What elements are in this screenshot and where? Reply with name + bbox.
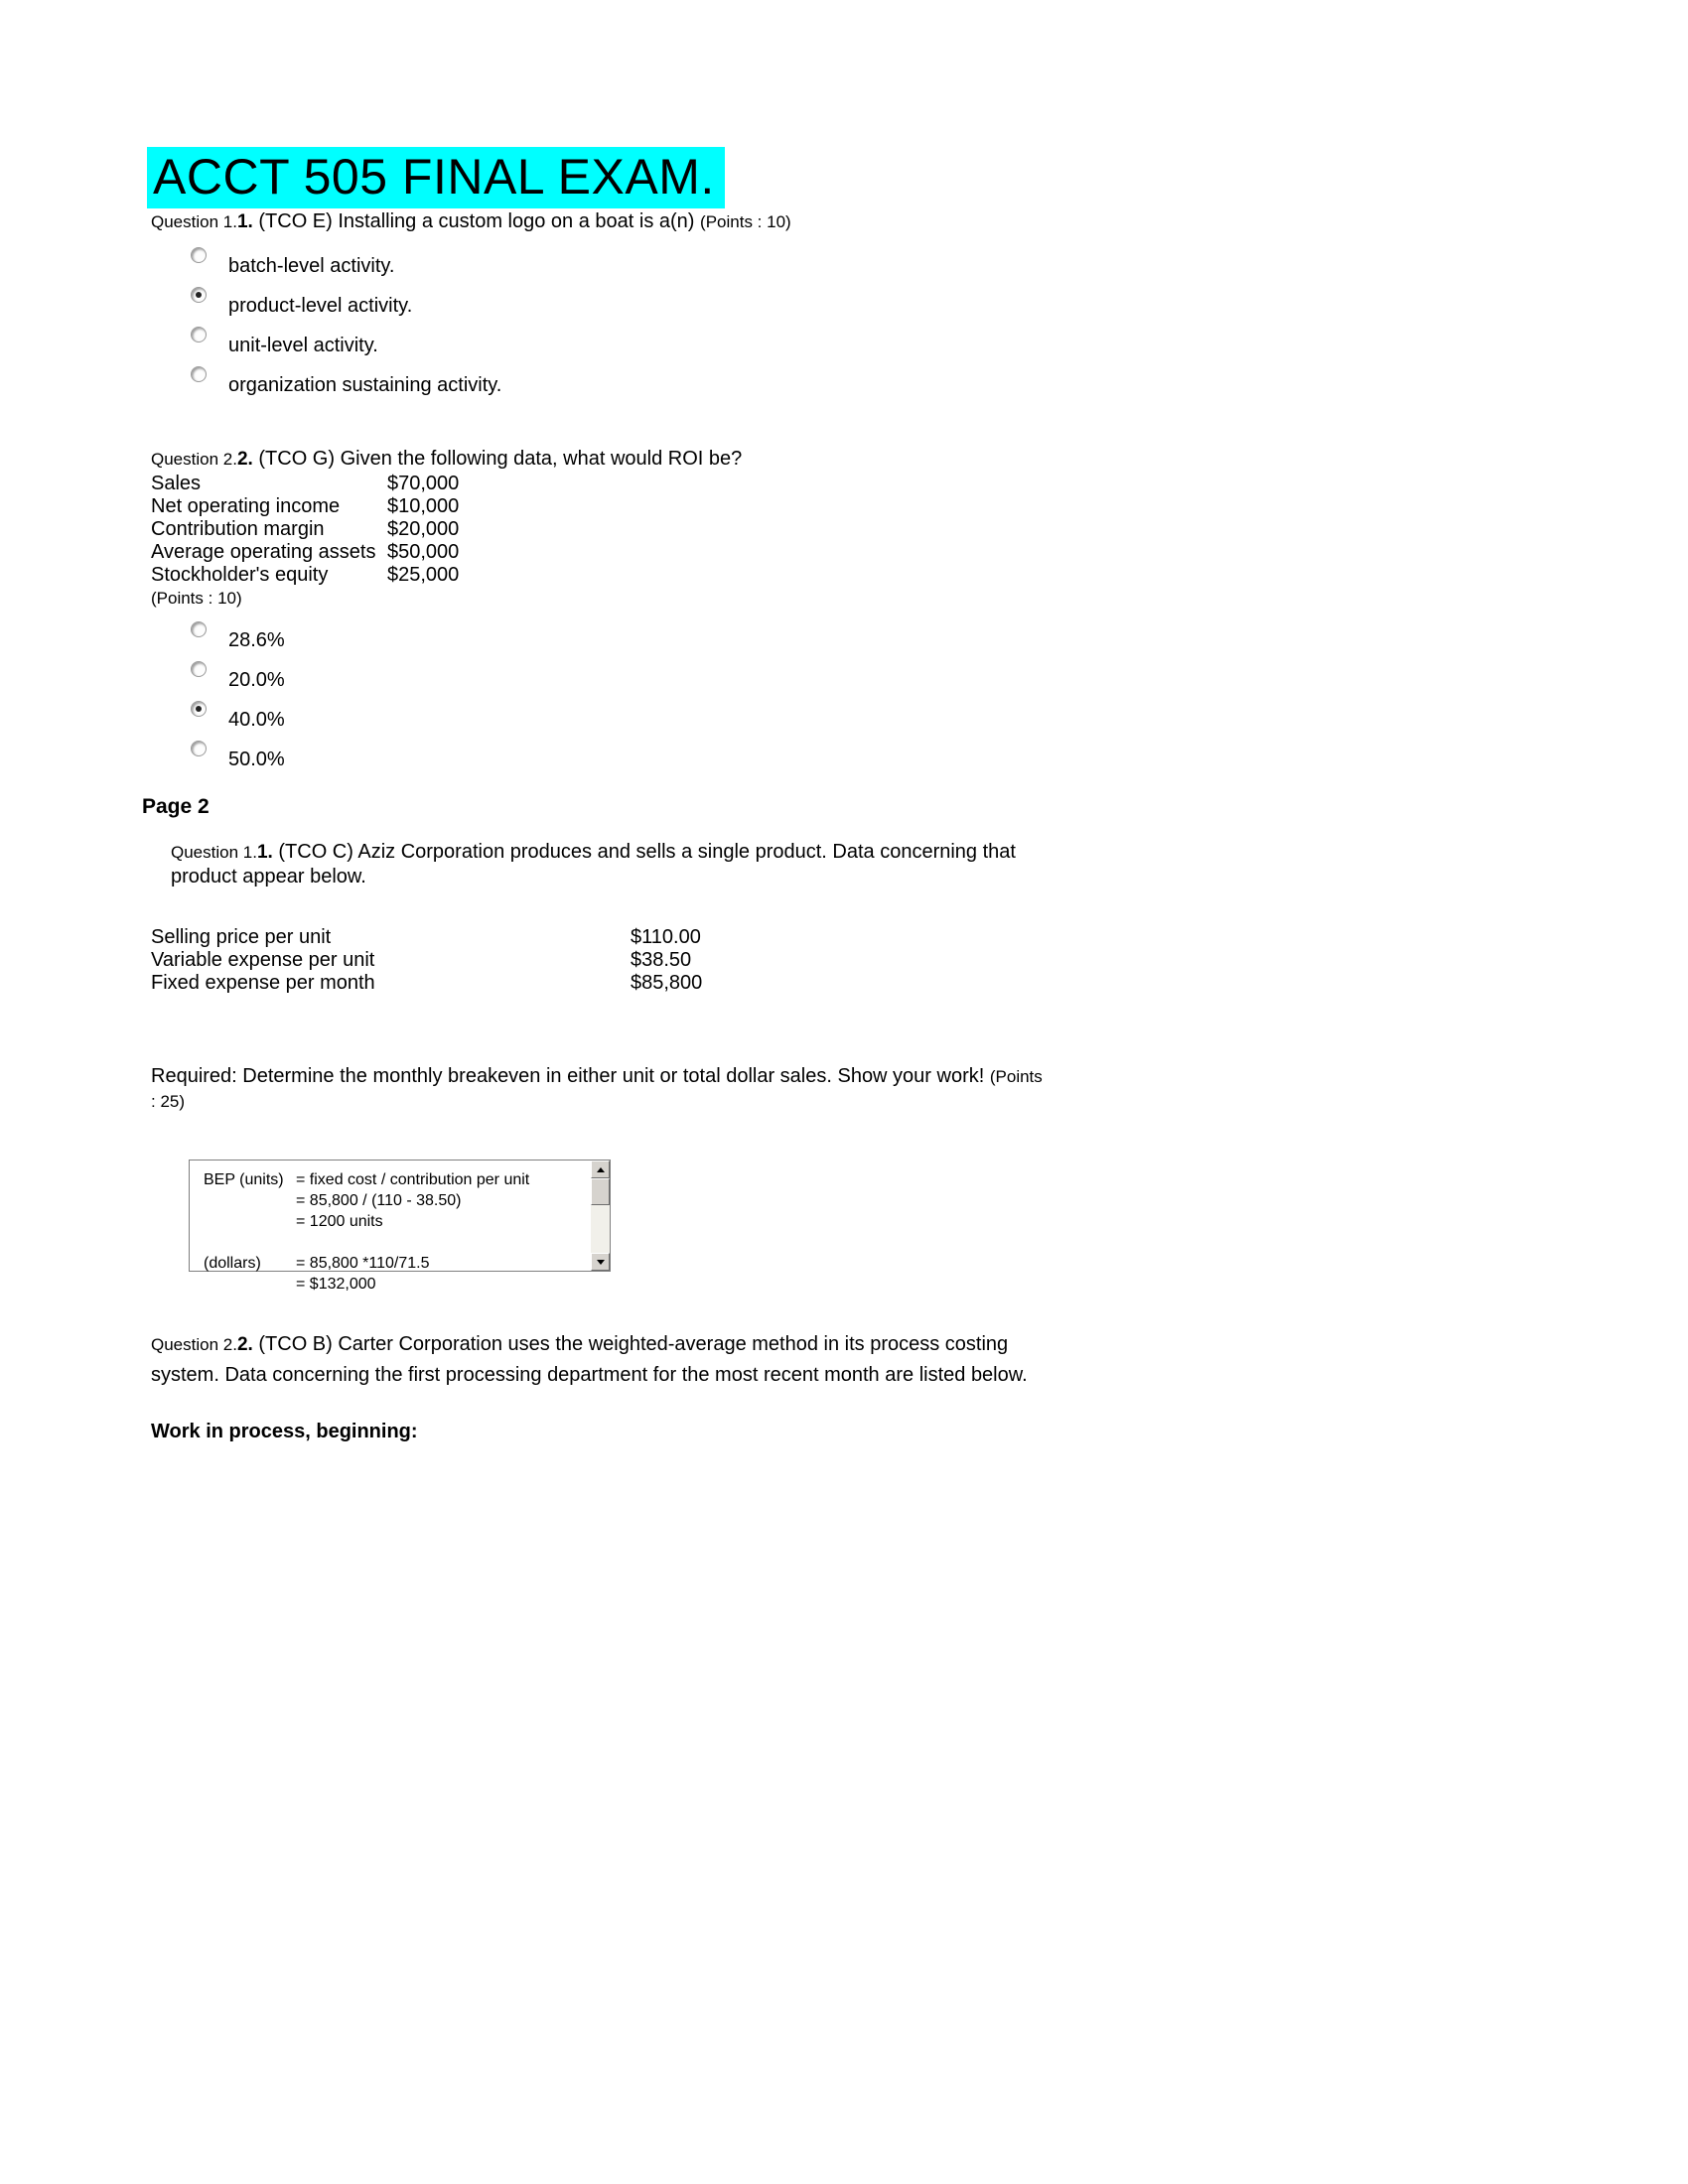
question-label: Question 1. bbox=[171, 843, 257, 862]
page-title: ACCT 505 FINAL EXAM. bbox=[147, 147, 725, 208]
row-value: $10,000 bbox=[387, 495, 460, 517]
points-label: (Points : 10) bbox=[151, 589, 242, 608]
answer-line-label: BEP (units) bbox=[204, 1171, 284, 1188]
radio-q2-option-3[interactable] bbox=[191, 701, 207, 717]
question-number: 2. bbox=[236, 1334, 253, 1355]
row-value: $20,000 bbox=[387, 518, 460, 540]
table-row bbox=[151, 473, 1549, 495]
question-label: Question 2. bbox=[151, 1335, 237, 1354]
points-label: (Points : 10) bbox=[700, 212, 791, 231]
question-text: (TCO B) Carter Corporation uses the weighted-average method in its process costing system. Data concerning the first processing department for the most recent month are listed below. bbox=[151, 1333, 1028, 1386]
row-value: $70,000 bbox=[387, 473, 460, 494]
page-2-label: Page 2 bbox=[142, 795, 210, 818]
option-label: 28.6% bbox=[228, 629, 285, 651]
option-label: 20.0% bbox=[228, 669, 285, 691]
scrollbar-down-button[interactable] bbox=[591, 1253, 610, 1271]
row-label: Contribution margin bbox=[151, 518, 325, 540]
option-row bbox=[191, 701, 1549, 741]
radio-q2-option-2[interactable] bbox=[191, 661, 207, 677]
row-value: $25,000 bbox=[387, 564, 460, 586]
option-row bbox=[191, 661, 1549, 701]
answer-line-text: = fixed cost / contribution per unit bbox=[296, 1171, 530, 1188]
answer-line bbox=[204, 1190, 584, 1211]
radio-q1-option-4[interactable] bbox=[191, 366, 207, 382]
roi-data-table bbox=[151, 473, 1549, 610]
radio-q1-option-2[interactable] bbox=[191, 287, 207, 303]
row-label: Net operating income bbox=[151, 495, 341, 517]
answer-line-label: (dollars) bbox=[204, 1255, 261, 1272]
row-label: Average operating assets bbox=[151, 541, 376, 563]
question-text: (TCO E) Installing a custom logo on a boat is a(n) bbox=[258, 210, 695, 232]
question-1-heading bbox=[151, 208, 1549, 235]
answer-textarea[interactable] bbox=[189, 1160, 611, 1293]
row-value: $85,800 bbox=[631, 972, 703, 994]
table-row bbox=[151, 541, 1549, 564]
question-1-options bbox=[191, 247, 1549, 406]
question-number: 1. bbox=[256, 842, 273, 863]
answer-line bbox=[204, 1274, 584, 1295]
option-label: batch-level activity. bbox=[228, 255, 395, 277]
table-row bbox=[151, 564, 1549, 587]
option-label: 40.0% bbox=[228, 709, 285, 731]
arrow-up-icon bbox=[597, 1167, 605, 1172]
row-label: Variable expense per unit bbox=[151, 949, 375, 971]
row-label: Stockholder's equity bbox=[151, 564, 329, 586]
answer-line bbox=[204, 1253, 584, 1274]
question-label: Question 1. bbox=[151, 212, 237, 231]
answer-text bbox=[190, 1160, 610, 1295]
table-row bbox=[151, 926, 1549, 949]
option-label: organization sustaining activity. bbox=[228, 374, 502, 396]
option-row bbox=[191, 741, 1549, 780]
product-data-table bbox=[151, 926, 1549, 995]
scrollbar-thumb[interactable] bbox=[591, 1178, 610, 1205]
answer-line-text: = $132,000 bbox=[296, 1276, 376, 1293]
answer-line bbox=[204, 1232, 584, 1253]
question-2-heading bbox=[151, 446, 1549, 473]
scrollbar-track[interactable] bbox=[591, 1160, 610, 1271]
answer-line-text: = 1200 units bbox=[296, 1213, 383, 1230]
answer-line-text: = 85,800 / (110 - 38.50) bbox=[296, 1192, 462, 1209]
work-in-process-heading: Work in process, beginning: bbox=[151, 1421, 418, 1442]
option-label: 50.0% bbox=[228, 749, 285, 770]
option-row bbox=[191, 621, 1549, 661]
row-label: Selling price per unit bbox=[151, 926, 332, 948]
option-row bbox=[191, 327, 1549, 366]
option-row bbox=[191, 287, 1549, 327]
radio-q1-option-3[interactable] bbox=[191, 327, 207, 342]
required-text: Required: Determine the monthly breakeven in either unit or total dollar sales. Show your work! bbox=[151, 1065, 985, 1087]
row-value: $110.00 bbox=[631, 926, 701, 948]
row-label: Sales bbox=[151, 473, 202, 494]
row-value: $50,000 bbox=[387, 541, 460, 563]
answer-line-text: = 85,800 *110/71.5 bbox=[296, 1255, 430, 1272]
question-text: (TCO G) Given the following data, what would ROI be? bbox=[258, 448, 743, 470]
table-row bbox=[151, 949, 1549, 972]
radio-q1-option-1[interactable] bbox=[191, 247, 207, 263]
table-row bbox=[151, 518, 1549, 541]
option-label: unit-level activity. bbox=[228, 335, 378, 356]
arrow-down-icon bbox=[597, 1260, 605, 1265]
required-instructions bbox=[151, 1064, 1045, 1114]
row-label: Fixed expense per month bbox=[151, 972, 375, 994]
question-number: 1. bbox=[236, 211, 253, 232]
radio-q2-option-4[interactable] bbox=[191, 741, 207, 756]
answer-line bbox=[204, 1169, 584, 1190]
option-row bbox=[191, 366, 1549, 406]
table-row bbox=[151, 495, 1549, 518]
question-number: 2. bbox=[236, 449, 253, 470]
question-2-options bbox=[191, 621, 1549, 780]
page2-question-2-heading bbox=[151, 1329, 1050, 1390]
option-label: product-level activity. bbox=[228, 295, 413, 317]
table-row bbox=[151, 972, 1549, 995]
question-label: Question 2. bbox=[151, 450, 237, 469]
scrollbar-up-button[interactable] bbox=[591, 1160, 610, 1178]
radio-q2-option-1[interactable] bbox=[191, 621, 207, 637]
row-value: $38.50 bbox=[631, 949, 692, 971]
option-row bbox=[191, 247, 1549, 287]
answer-line bbox=[204, 1211, 584, 1232]
question-text: (TCO C) Aziz Corporation produces and sells a single product. Data concerning that product appear below. bbox=[171, 841, 1016, 887]
points-label: (Points : 25) bbox=[151, 1067, 1043, 1111]
page2-question-1-heading bbox=[171, 840, 1069, 888]
